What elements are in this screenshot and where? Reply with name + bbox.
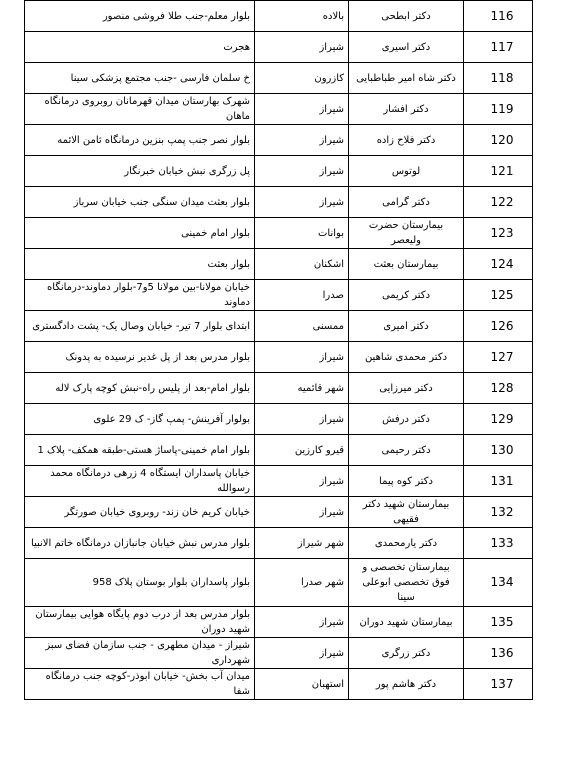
city-cell: شیراز <box>255 607 349 638</box>
table-row <box>25 559 533 607</box>
provider-name-cell: دکتر افشار <box>349 94 464 125</box>
city-cell: بالاده <box>255 1 349 32</box>
city-cell: شیراز <box>255 342 349 373</box>
table-row <box>25 373 533 404</box>
provider-name-cell: بیمارستان تخصصی و فوق تخصصی ابوعلی سینا <box>349 559 464 607</box>
row-number-cell: 133 <box>464 528 533 559</box>
provider-name-cell: بیمارستان بعثت <box>349 249 464 280</box>
provider-name-cell: لوتوس <box>349 156 464 187</box>
address-cell: پل زرگری نبش خیابان خبرنگار <box>25 156 255 187</box>
city-cell: شیراز <box>255 94 349 125</box>
address-cell: بلوار بعثت <box>25 249 255 280</box>
provider-name-cell: دکتر ابطحی <box>349 1 464 32</box>
address-cell: میدان آب بخش- خیابان ابوذر-کوچه جنب درمانگاه شفا <box>25 669 255 700</box>
provider-name-cell: دکتر زرگری <box>349 638 464 669</box>
city-cell: شیراز <box>255 187 349 218</box>
address-cell: شیراز - میدان مطهری - جنب سازمان فضای سبز شهرداری <box>25 638 255 669</box>
city-cell: شیراز <box>255 404 349 435</box>
provider-name-cell: دکتر کوه پیما <box>349 466 464 497</box>
address-cell: بلوار مدرس بعد از درب دوم پایگاه هوایی بیمارستان شهید دوران <box>25 607 255 638</box>
table-row <box>25 528 533 559</box>
row-number-cell: 123 <box>464 218 533 249</box>
address-cell: بلوار بعثت میدان سنگی جنب خیابان سرباز <box>25 187 255 218</box>
row-number-cell: 125 <box>464 280 533 311</box>
city-cell: شیراز <box>255 32 349 63</box>
provider-name-cell: بیمارستان شهید دکتر فقیهی <box>349 497 464 528</box>
table-row <box>25 218 533 249</box>
address-cell: بلوار امام-بعد از پلیس راه-نبش کوچه پارک لاله <box>25 373 255 404</box>
city-cell: ممسنی <box>255 311 349 342</box>
table-row <box>25 125 533 156</box>
address-cell: هجرت <box>25 32 255 63</box>
table-row <box>25 497 533 528</box>
provider-name-cell: دکتر یارمحمدی <box>349 528 464 559</box>
city-cell: استهبان <box>255 669 349 700</box>
provider-name-cell: دکتر درفش <box>349 404 464 435</box>
table-row <box>25 466 533 497</box>
address-cell: خ سلمان فارسی -جنب مجتمع پزشکی سینا <box>25 63 255 94</box>
city-cell: قیرو کارزین <box>255 435 349 466</box>
provider-table-body <box>25 1 533 700</box>
row-number-cell: 117 <box>464 32 533 63</box>
row-number-cell: 129 <box>464 404 533 435</box>
city-cell: اشکنان <box>255 249 349 280</box>
city-cell: صدرا <box>255 280 349 311</box>
provider-name-cell: دکتر اسیری <box>349 32 464 63</box>
city-cell: شیراز <box>255 466 349 497</box>
table-row <box>25 669 533 700</box>
row-number-cell: 116 <box>464 1 533 32</box>
table-row <box>25 94 533 125</box>
provider-name-cell: دکتر شاه امیر طباطبایی <box>349 63 464 94</box>
provider-name-cell: دکتر میرزایی <box>349 373 464 404</box>
row-number-cell: 137 <box>464 669 533 700</box>
row-number-cell: 134 <box>464 559 533 607</box>
table-row <box>25 280 533 311</box>
row-number-cell: 127 <box>464 342 533 373</box>
city-cell: شهر صدرا <box>255 559 349 607</box>
table-row <box>25 311 533 342</box>
table-row <box>25 32 533 63</box>
city-cell: بوانات <box>255 218 349 249</box>
row-number-cell: 120 <box>464 125 533 156</box>
table-row <box>25 156 533 187</box>
row-number-cell: 131 <box>464 466 533 497</box>
provider-name-cell: دکتر رحیمی <box>349 435 464 466</box>
city-cell: شیراز <box>255 125 349 156</box>
address-cell: ابتدای بلوار 7 تیر- خیابان وصال یک- پشت دادگستری <box>25 311 255 342</box>
table-row <box>25 607 533 638</box>
provider-table <box>24 0 533 700</box>
provider-name-cell: دکتر کریمی <box>349 280 464 311</box>
row-number-cell: 128 <box>464 373 533 404</box>
address-cell: خیابان پاسداران ایستگاه 4 زرهی درمانگاه محمد رسوالله <box>25 466 255 497</box>
address-cell: بلوار نصر جنب پمپ بنزین درمانگاه ثامن الائمه <box>25 125 255 156</box>
row-number-cell: 136 <box>464 638 533 669</box>
address-cell: خیابان مولانا-بین مولانا 5و7-بلوار دماوند-درمانگاه دماوند <box>25 280 255 311</box>
city-cell: شیراز <box>255 497 349 528</box>
provider-name-cell: دکتر گرامی <box>349 187 464 218</box>
row-number-cell: 132 <box>464 497 533 528</box>
table-row <box>25 187 533 218</box>
address-cell: بولوار آفرینش- پمپ گاز- ک 29 علوی <box>25 404 255 435</box>
row-number-cell: 119 <box>464 94 533 125</box>
provider-name-cell: دکتر هاشم پور <box>349 669 464 700</box>
table-row <box>25 249 533 280</box>
provider-name-cell: دکتر محمدی شاهین <box>349 342 464 373</box>
row-number-cell: 122 <box>464 187 533 218</box>
address-cell: بلوار مدرس بعد از پل غدیر نرسیده به پدونک <box>25 342 255 373</box>
row-number-cell: 135 <box>464 607 533 638</box>
address-cell: شهرک بهارستان میدان قهرمانان روبروی درمانگاه ماهان <box>25 94 255 125</box>
provider-name-cell: بیمارستان شهید دوران <box>349 607 464 638</box>
table-row <box>25 1 533 32</box>
table-row <box>25 638 533 669</box>
address-cell: بلوار پاسداران بلوار بوستان پلاک 958 <box>25 559 255 607</box>
row-number-cell: 118 <box>464 63 533 94</box>
row-number-cell: 126 <box>464 311 533 342</box>
address-cell: بلوار مدرس نبش خیابان جانبازان درمانگاه خاتم الانبیا <box>25 528 255 559</box>
table-row <box>25 63 533 94</box>
provider-name-cell: دکتر امیری <box>349 311 464 342</box>
address-cell: بلوار امام خمینی <box>25 218 255 249</box>
city-cell: کازرون <box>255 63 349 94</box>
row-number-cell: 130 <box>464 435 533 466</box>
city-cell: شیراز <box>255 638 349 669</box>
city-cell: شهر قائمیه <box>255 373 349 404</box>
city-cell: شیراز <box>255 156 349 187</box>
table-row <box>25 435 533 466</box>
provider-name-cell: بیمارستان حضرت ولیعصر <box>349 218 464 249</box>
row-number-cell: 121 <box>464 156 533 187</box>
address-cell: خیابان کریم خان زند- روبروی خیابان صورتگر <box>25 497 255 528</box>
address-cell: بلوار معلم-جنب طلا فروشی منصور <box>25 1 255 32</box>
row-number-cell: 124 <box>464 249 533 280</box>
city-cell: شهر شیراز <box>255 528 349 559</box>
provider-name-cell: دکتر فلاح زاده <box>349 125 464 156</box>
address-cell: بلوار امام خمینی-پاساژ هستی-طبقه همکف- پلاک 1 <box>25 435 255 466</box>
table-row <box>25 342 533 373</box>
table-row <box>25 404 533 435</box>
